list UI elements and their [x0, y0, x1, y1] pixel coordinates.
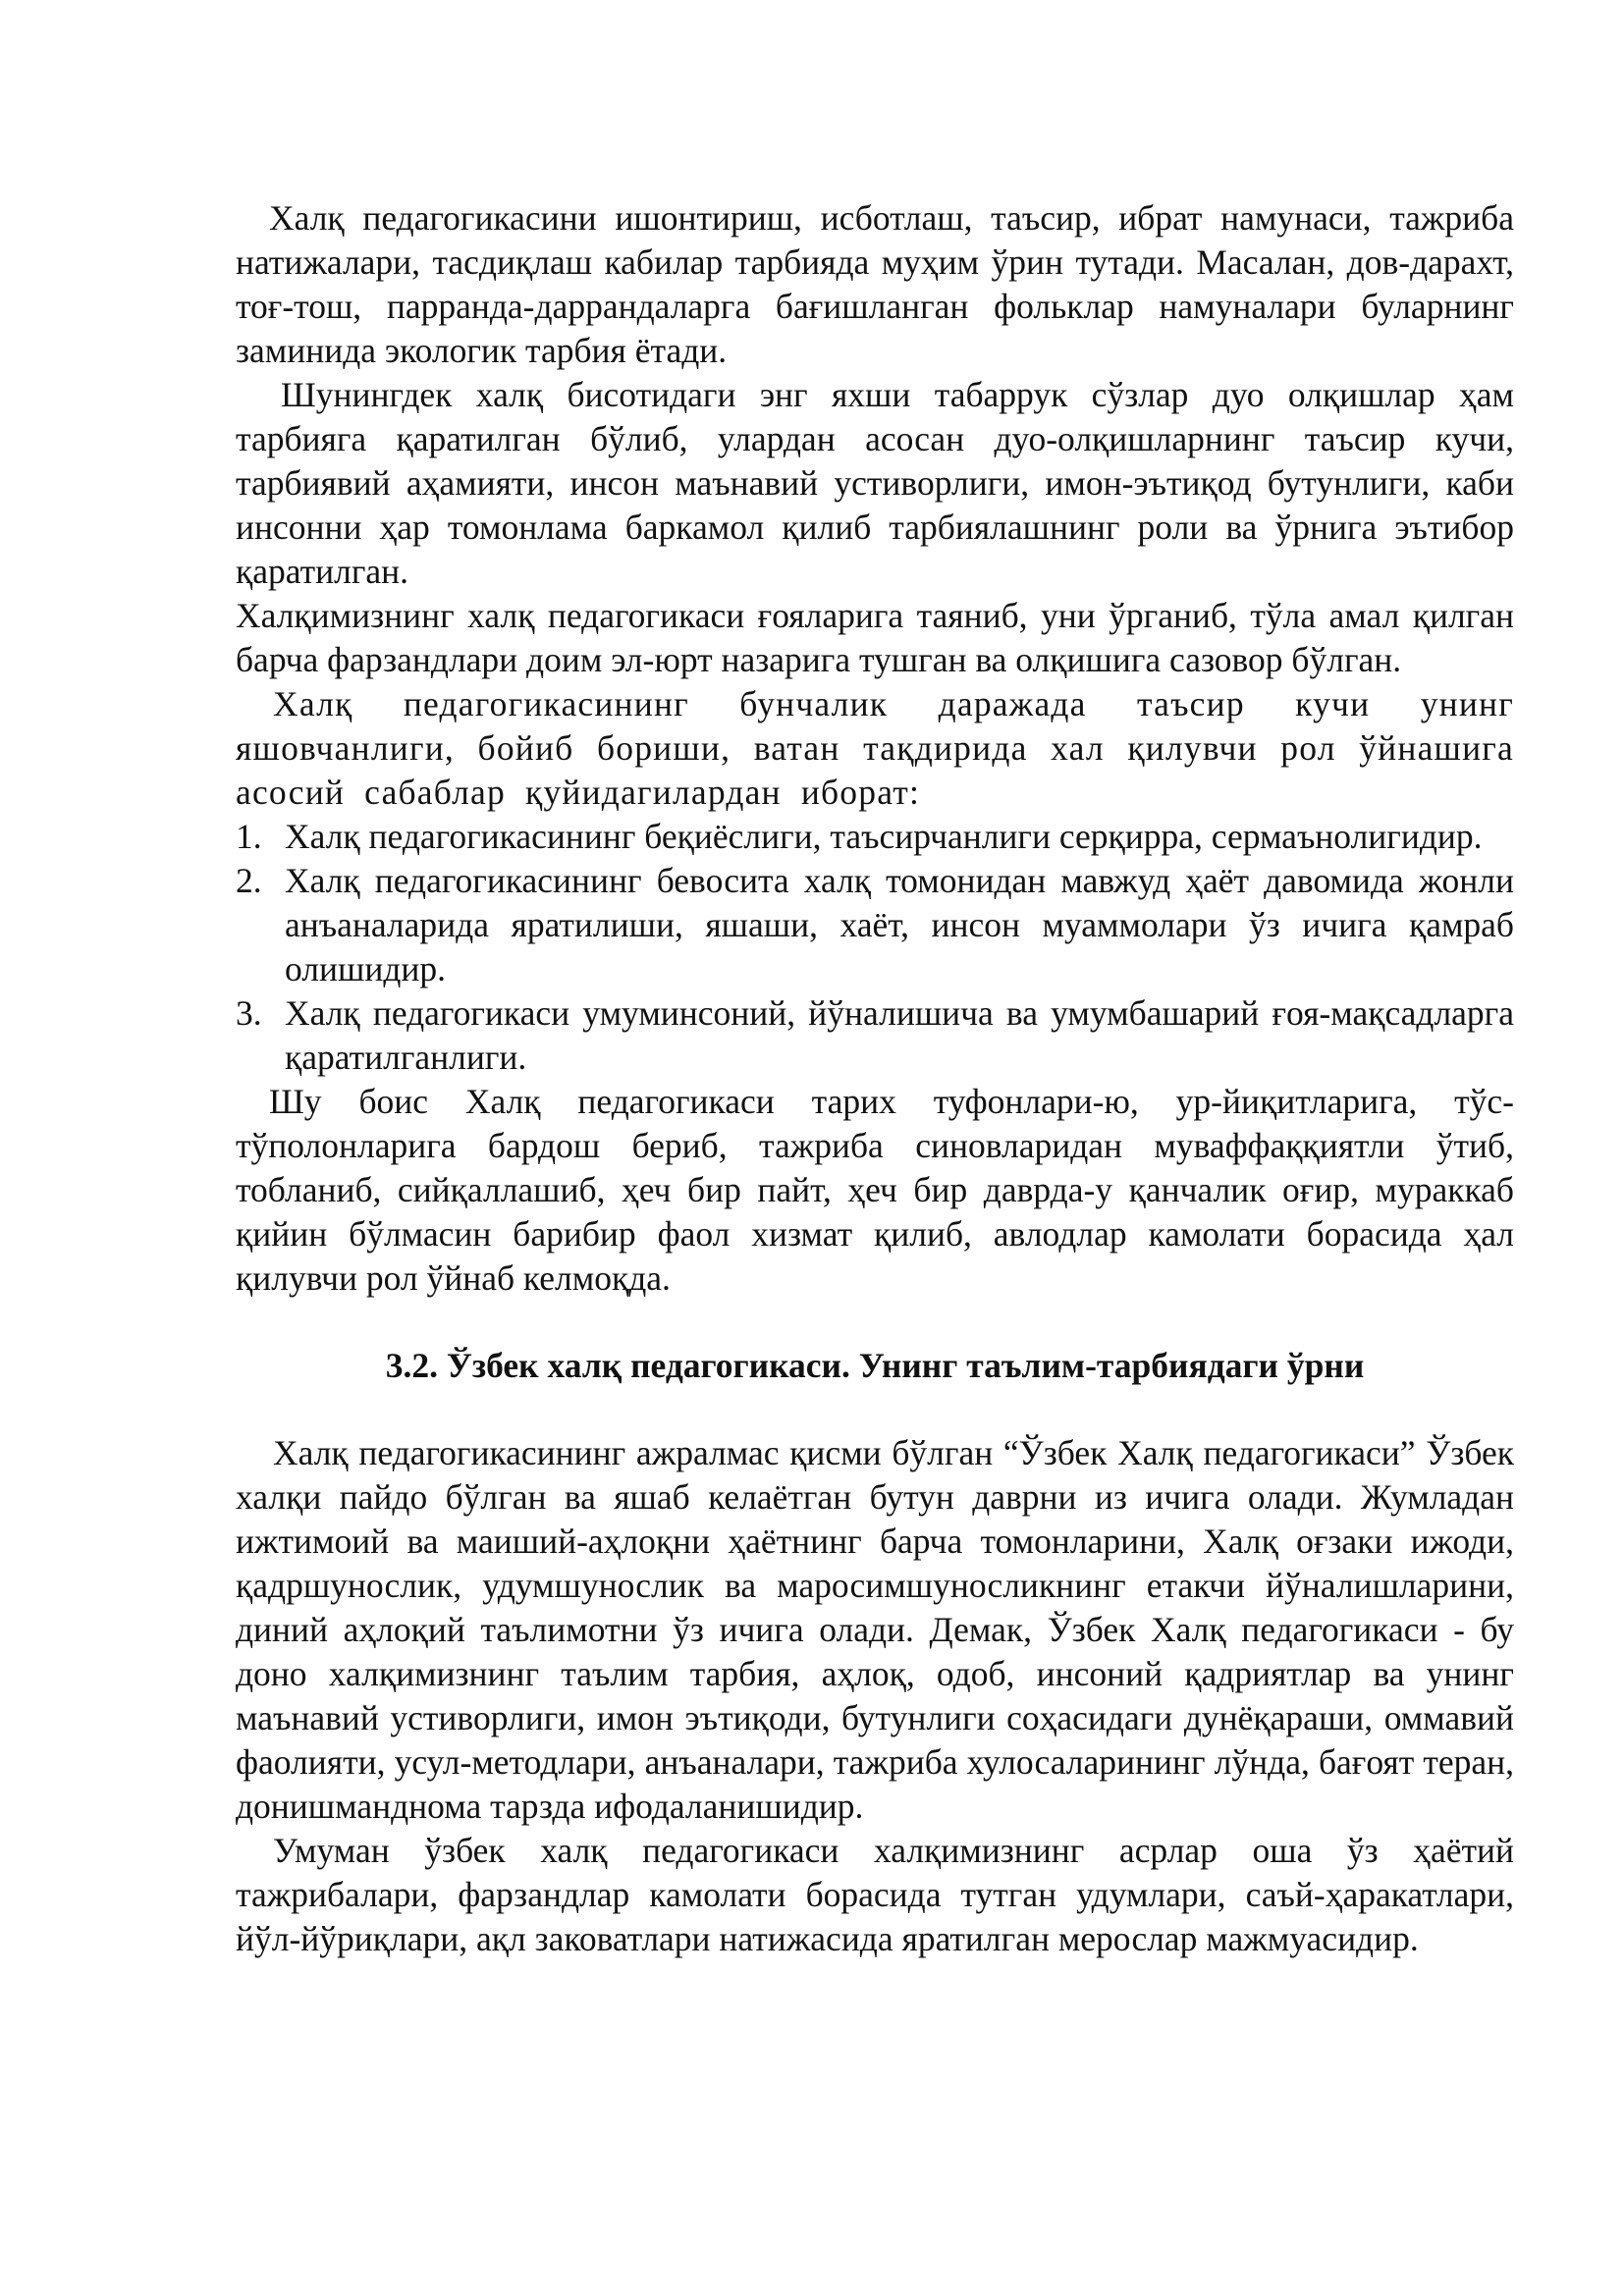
list-item-number: 2.: [236, 861, 262, 900]
paragraph-2: Шунингдек халқ бисотидаги энг яхши табаррук сўзлар дуо олқишлар ҳам тарбияга қаратилган бўлиб, улардан асосан дуо-олқишларнинг таъсир кучи, тарбиявий аҳамияти, инсон маънавий устиворлиги, имон-эътиқод бутунлиги, каби инсонни ҳар томонлама баркамол қилиб тарбиялашнинг роли ва ўрнига эътибор қаратилган.: [236, 375, 1514, 591]
paragraph-6: Умуман ўзбек халқ педагогикаси халқимизнинг асрлар оша ўз ҳаётий тажрибалари, фарзандлар камолати борасида тутган удумлари, саъй-ҳаракатлари, йўл-йўриқлари, ақл заковатлари натижасида яратилган мерослар мажмуасидир.: [236, 1831, 1514, 1958]
list-item: [236, 859, 1514, 991]
paragraph-1: Халқ педагогикасини ишонтириш, исботлаш, таъсир, ибрат намунаси, тажриба натижалари, тасдиқлаш кабилар тарбияда муҳим ўрин тутади. Масалан, дов-дарахт, тоғ-тош, парранда-даррандаларга бағишланган фольклар намуналари буларнинг заминида экологик тарбия ётади.: [236, 198, 1514, 370]
numbered-list: [236, 815, 1514, 1080]
document-body: [236, 196, 1514, 1961]
list-item: [236, 815, 1514, 859]
list-item-number: 3.: [236, 993, 262, 1033]
list-item-text: Халқ педагогикасининг беқиёслиги, таъсирчанлиги серқирра, сермаънолигидир.: [285, 817, 1483, 856]
paragraph-4: Халқ педагогикасининг бунчалик даражада таъсир кучи унинг яшовчанлиги, бойиб бориши, ватан тақдирида хал қилувчи рол ўйнашига асосий сабаблар қуйидагилардан иборат:: [236, 684, 1514, 812]
paragraph-5: Халқ педагогикасининг ажралмас қисми бўлган “Ўзбек Халқ педагогикаси” Ўзбек халқи пайдо бўлган ва яшаб келаётган бутун даврни из ичига олади. Жумладан ижтимоий ва маиший-аҳлоқни ҳаётнинг барча томонларини, Халқ оғзаки ижоди, қадршунослик, удумшунослик ва маросимшуносликнинг етакчи йўналишларини, диний аҳлоқий таълимотни ўз ичига олади. Демак, Ўзбек Халқ педагогикаси - бу доно халқимизнинг таълим тарбия, аҳлоқ, одоб, инсоний қадриятлар ва унинг маънавий устиворлиги, имон эътиқоди, бутунлиги соҳасидаги дунёқараши, оммавий фаолияти, усул-методлари, анъаналари, тажриба хулосаларининг лўнда, бағоят теран, донишманднома тарзда ифодаланишидир.: [236, 1433, 1514, 1826]
list-item: [236, 991, 1514, 1080]
paragraph-3: Халқимизнинг халқ педагогикаси ғояларига таяниб, уни ўрганиб, тўла амал қилган барча фарзандлари доим эл-юрт назарига тушган ва олқишига сазовор бўлган.: [236, 596, 1514, 679]
list-item-text: Халқ педагогикасининг бевосита халқ томонидан мавжуд ҳаёт давомида жонли анъаналарида яратилиши, яшаши, хаёт, инсон муаммолари ўз ичига қамраб олишидир.: [285, 861, 1514, 988]
list-item-number: 1.: [236, 817, 262, 856]
paragraph-after-list: Шу боис Халқ педагогикаси тарих туфонлари-ю, ур-йиқитларига, тўс-тўполонларига бардош бериб, тажриба синовларидан муваффаққиятли ўтиб, тобланиб, сийқаллашиб, ҳеч бир пайт, ҳеч бир даврда-у қанчалик оғир, мураккаб қийин бўлмасин барибир фаол хизмат қилиб, авлодлар камолати борасида ҳал қилувчи рол ўйнаб келмоқда.: [236, 1082, 1514, 1298]
list-item-text: Халқ педагогикаси умуминсоний, йўналишича ва умумбашарий ғоя-мақсадларга қаратилганлиги.: [285, 993, 1514, 1077]
section-heading: 3.2. Ўзбек халқ педагогикаси. Унинг таълим-тарбиядаги ўрни: [385, 1346, 1365, 1385]
